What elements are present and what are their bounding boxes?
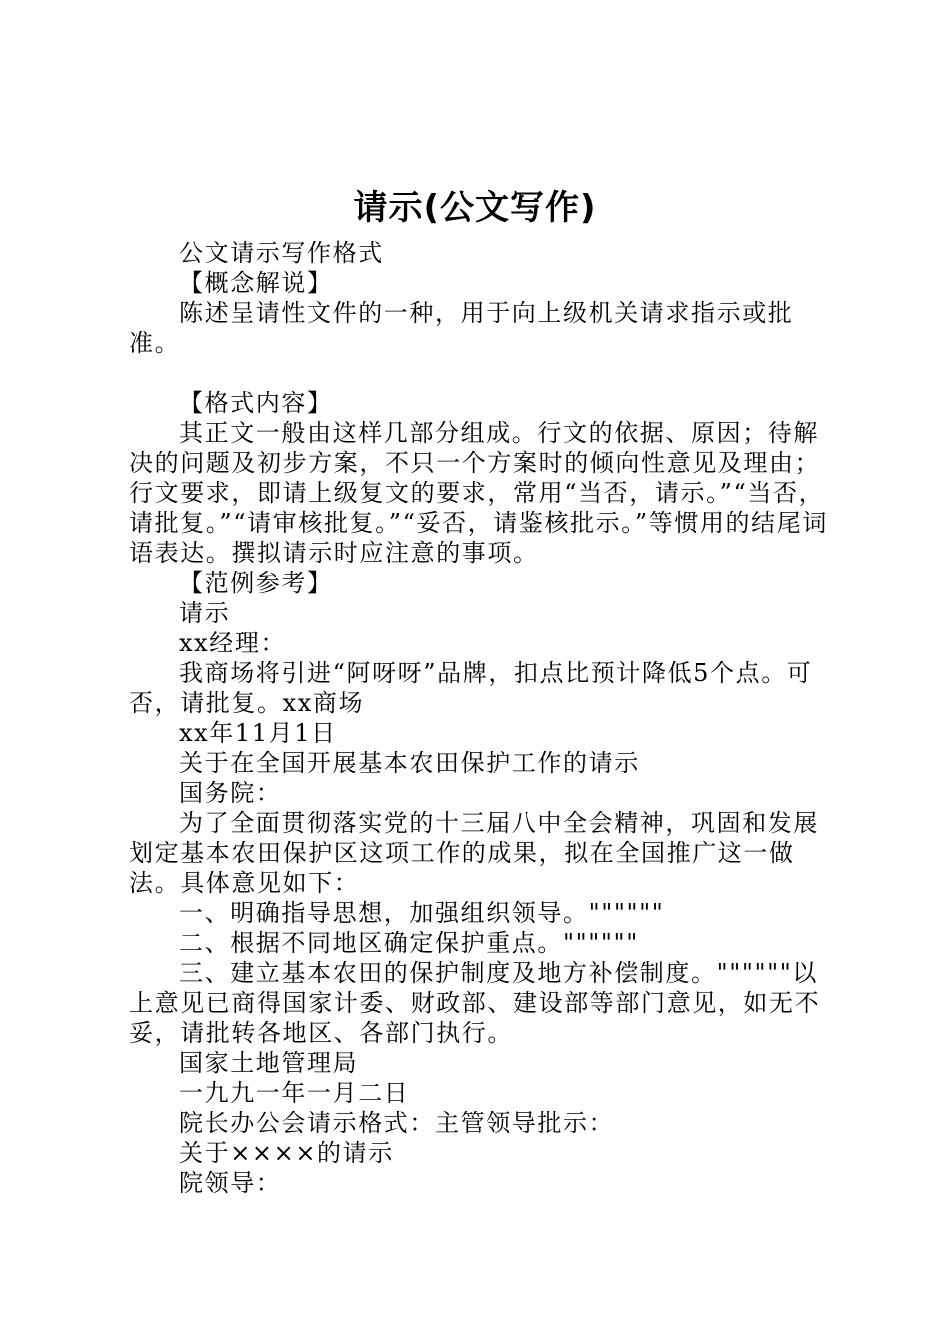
template-title: 关于××××的请示 [179,1139,394,1167]
example2-item-3: 三、建立基本农田的保护制度及地方补偿制度。""""""以上意见已商得国家计委、财政部、建设部等部门意见，如无不妥，请批转各地区、各部门执行。 [129,959,821,1047]
example2-body: 为了全面贯彻落实党的十三届八中全会精神，巩固和发展划定基本农田保护区这项工作的成果，拟在全国推广这一做法。具体意见如下： [129,809,819,897]
example2-item-2: 二、根据不同地区确定保护重点。"""""" [179,929,639,957]
template-salutation: 院领导： [179,1169,282,1197]
document-body [129,238,835,1198]
example2-item-1: 一、明确指导思想，加强组织领导。"""""" [179,899,665,927]
document-title: 请示(公文写作) [353,188,597,228]
example-title: 请示 [179,599,231,627]
example-body: 我商场将引进“阿呀呀”品牌，扣点比预计降低5个点。可否，请批复。xx商场 [129,659,813,717]
blank-line [129,358,835,388]
example2-title: 关于在全国开展基本农田保护工作的请示 [179,749,640,777]
example2-signature: 国家土地管理局 [179,1049,359,1077]
section-format: 【格式内容】 [179,389,333,417]
paragraph-concept: 陈述呈请性文件的一种，用于向上级机关请求指示或批准。 [129,299,794,357]
example-date: xx年11月1日 [179,719,337,747]
example-salutation: xx经理： [179,629,287,657]
paragraph-heading: 公文请示写作格式 [179,239,384,267]
section-concept: 【概念解说】 [179,269,333,297]
paragraph-format: 其正文一般由这样几部分组成。行文的依据、原因；待解决的问题及初步方案，不只一个方案时的倾向性意见及理由；行文要求，即请上级复文的要求，常用“当否，请示。”“当否，请批复。”“请审核批复。”“妥否，请鉴核批示。”等惯用的结尾词语表达。撰拟请示时应注意的事项。 [129,419,828,567]
example2-date: 一九九一年一月二日 [179,1079,410,1107]
section-example: 【范例参考】 [179,569,333,597]
example2-salutation: 国务院： [179,779,282,807]
format-line: 院长办公会请示格式：主管领导批示： [179,1109,615,1137]
